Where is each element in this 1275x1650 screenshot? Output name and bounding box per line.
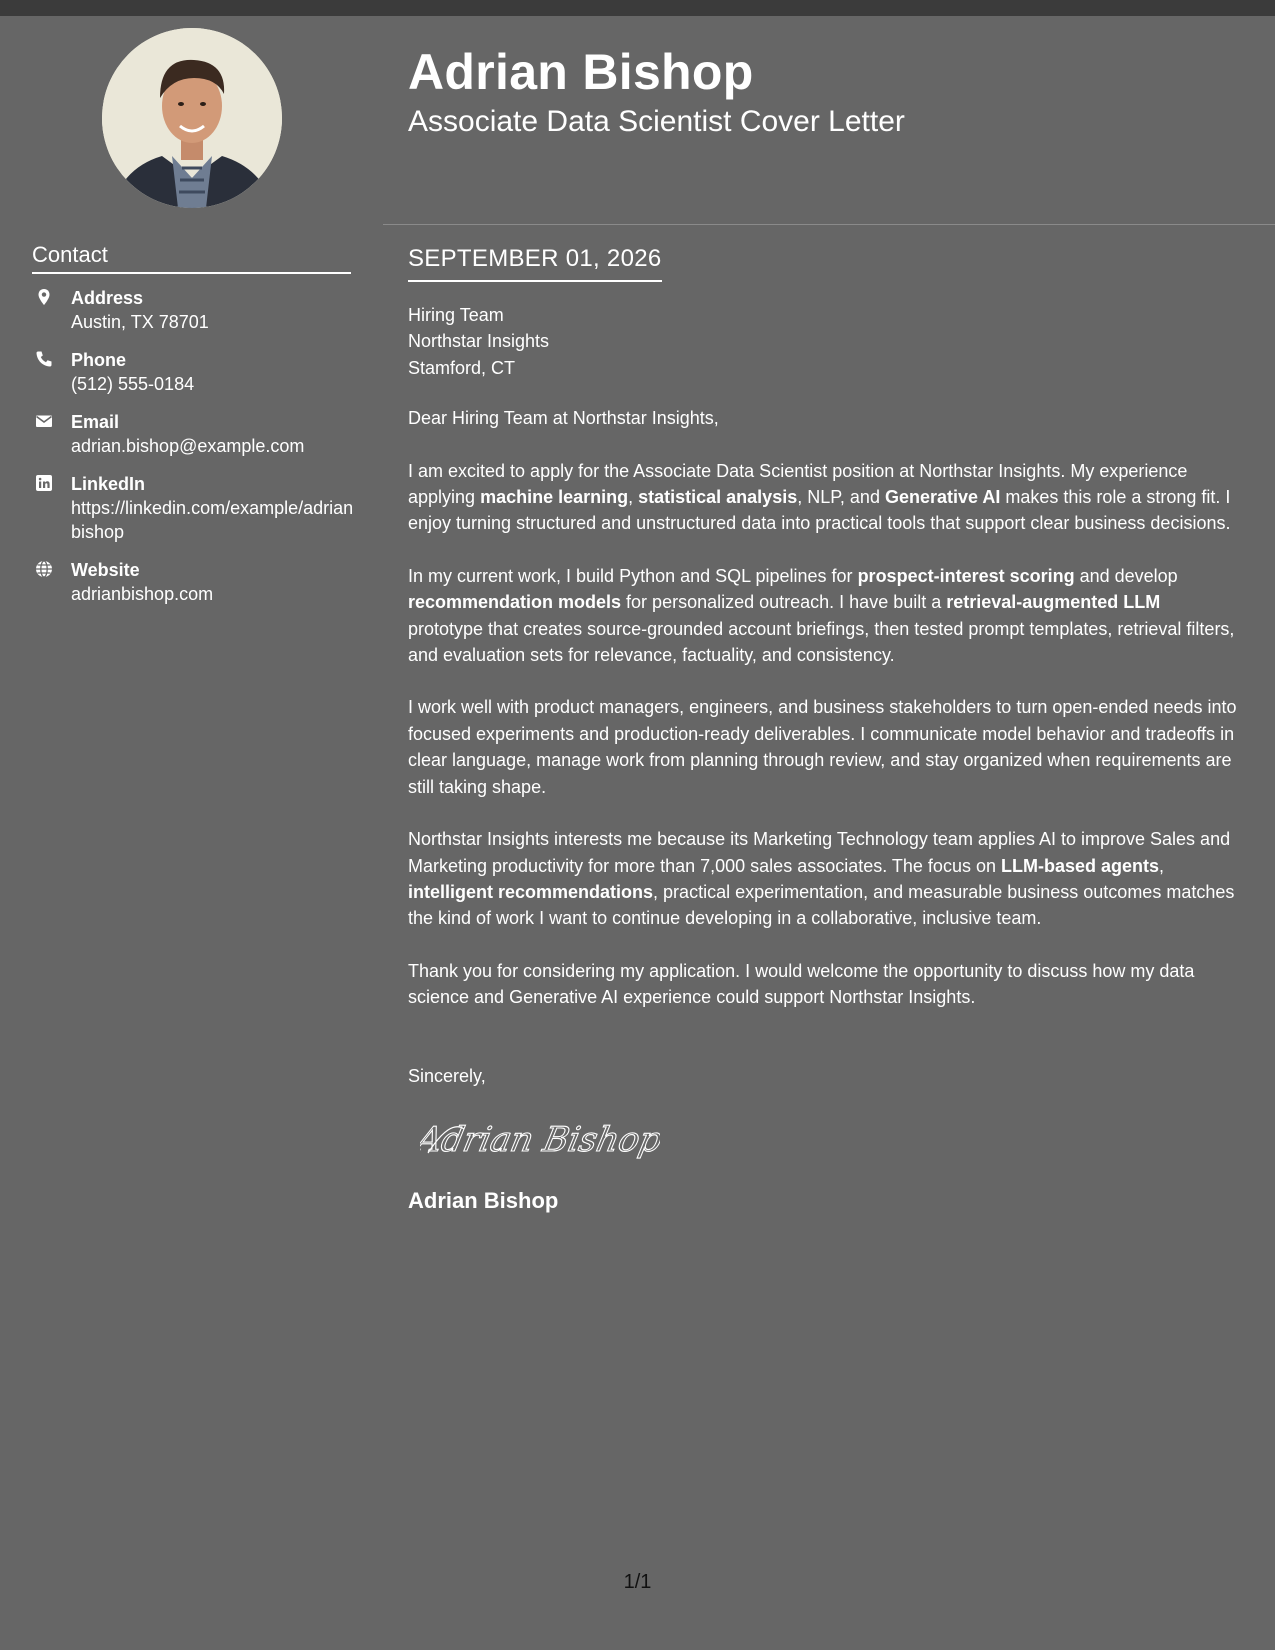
top-bar (0, 0, 1275, 16)
paragraph-text: Northstar Insights interests me because its Marketing Technology team applies AI to improve Sales and Marketing productivity for more than 7,000 sales associates. The focus on (408, 829, 1231, 876)
email-label: Email (71, 412, 120, 432)
paragraph-text: prototype that creates source-grounded account briefings, then tested prompt templates, retrieval filters, and evaluation sets for relevance, factuality, and consistency. (408, 618, 1235, 666)
address-label: Address (71, 288, 144, 308)
body-paragraph (408, 563, 1240, 669)
body-paragraph (408, 694, 1240, 800)
contact-item-email (32, 410, 362, 458)
closing: Sincerely, (408, 1065, 486, 1086)
phone-icon (35, 350, 53, 368)
recipient-line: Hiring Team (408, 305, 504, 325)
website-value[interactable]: adrianbishop.com (71, 584, 214, 604)
website-label: Website (71, 560, 140, 580)
paragraph-text: makes this role a strong fit. I enjoy turning structured and unstructured data into practical tools that support clear business decisions. (408, 487, 1231, 534)
paragraph-text: , NLP, and (797, 487, 885, 508)
email-value[interactable]: adrian.bishop@example.com (71, 436, 305, 456)
letter-body (408, 302, 1240, 1215)
sidebar (0, 16, 383, 1650)
recipient-block (408, 302, 1240, 381)
contact-item-phone (32, 348, 362, 396)
recipient-line: Northstar Insights (408, 331, 550, 352)
emphasized-text: Generative AI (884, 487, 1001, 508)
salutation: Dear Hiring Team at Northstar Insights, (408, 408, 719, 429)
address-value: Austin, TX 78701 (71, 312, 209, 332)
globe-icon (35, 560, 53, 578)
emphasized-text: machine learning (480, 487, 629, 508)
paragraph-text: , (1159, 855, 1165, 876)
svg-text:Adrian Bishop: Adrian Bishop (420, 1120, 660, 1160)
contact-item-website (32, 558, 362, 606)
recipient-line: Stamford, CT (408, 357, 516, 378)
emphasized-text: prospect-interest scoring (857, 565, 1075, 586)
letter-paragraphs (408, 458, 1240, 1011)
linkedin-label: LinkedIn (71, 474, 146, 494)
paragraph-text: I am excited to apply for the Associate Data Scientist position at Northstar Insights. My experience applying (408, 460, 1188, 508)
linkedin-value[interactable]: https://linkedin.com/example/adrianbishop (71, 498, 354, 542)
phone-label: Phone (71, 350, 127, 370)
paragraph-text: for personalized outreach. I have built a (621, 592, 947, 613)
map-pin-icon (35, 288, 53, 306)
envelope-icon (35, 412, 53, 430)
signed-name: Adrian Bishop (408, 1187, 559, 1213)
applicant-name: Adrian Bishop (408, 44, 754, 100)
emphasized-text: retrieval-augmented LLM (946, 592, 1161, 613)
body-paragraph (408, 826, 1240, 932)
contact-item-address (32, 286, 362, 334)
body-paragraph (408, 958, 1240, 1011)
emphasized-text: intelligent recommendations (408, 881, 654, 902)
contact-heading: Contact (32, 241, 351, 274)
body-paragraph (408, 458, 1240, 537)
paragraph-text: In my current work, I build Python and SQL pipelines for (408, 565, 858, 586)
letter-date: SEPTEMBER 01, 2026 (408, 244, 662, 282)
handwritten-signature (420, 1109, 660, 1169)
phone-value[interactable]: (512) 555-0184 (71, 374, 195, 394)
profile-photo (102, 28, 282, 208)
paragraph-text: I work well with product managers, engineers, and business stakeholders to turn open-ended needs into focused experiments and production-ready deliverables. I communicate model behavior and tradeoffs in clear language, manage work from planning through review, and stay organized when requirements are still taking shape. (408, 697, 1237, 797)
contact-item-linkedin (32, 472, 362, 544)
document-subtitle: Associate Data Scientist Cover Letter (408, 105, 905, 138)
emphasized-text: recommendation models (408, 592, 622, 613)
emphasized-text: LLM-based agents (1000, 855, 1160, 876)
linkedin-icon (35, 474, 53, 492)
paragraph-text: , (628, 487, 639, 508)
paragraph-text: , practical experimentation, and measurable business outcomes matches the kind of work I want to continue developing in a collaborative, inclusive team. (408, 881, 1235, 929)
page-number: 1/1 (623, 1571, 652, 1593)
header-divider (383, 224, 1275, 225)
contact-list (32, 286, 362, 620)
emphasized-text: statistical analysis (638, 487, 798, 508)
paragraph-text: Thank you for considering my application. I would welcome the opportunity to discuss how my data science and Generative AI experience could support Northstar Insights. (408, 960, 1195, 1008)
paragraph-text: and develop (1074, 565, 1178, 586)
